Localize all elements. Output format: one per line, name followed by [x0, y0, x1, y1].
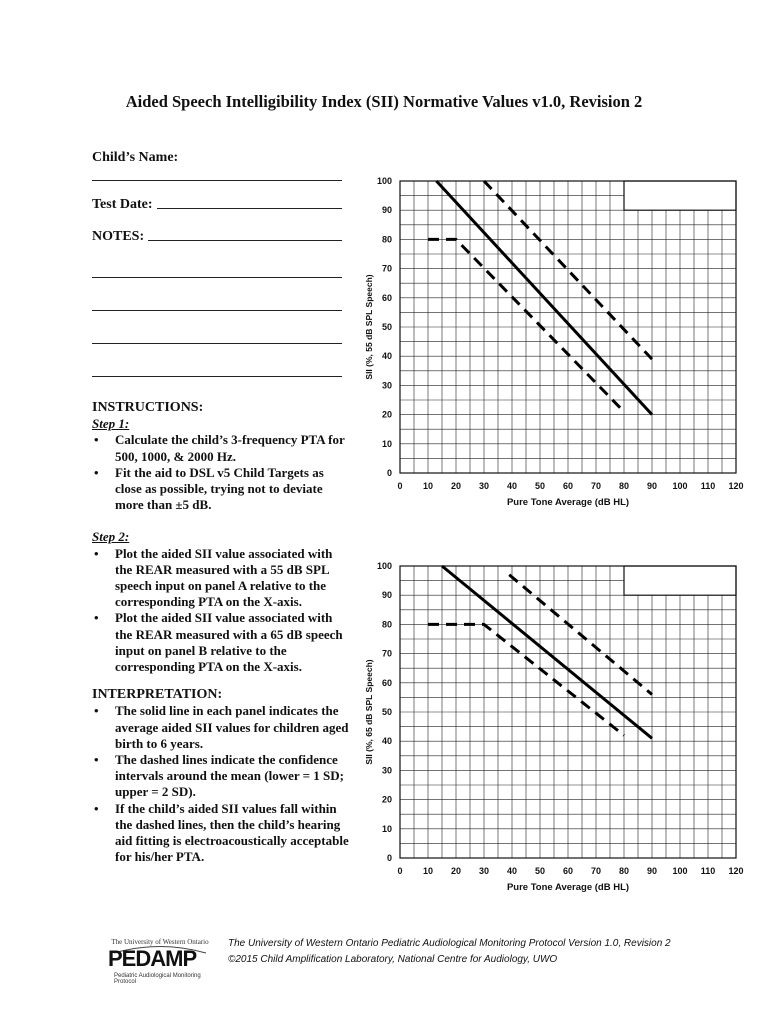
chart-a-ytick-80: 80 [381, 234, 392, 245]
notes-field-line-2[interactable] [92, 277, 342, 278]
chart-b-ytick-30: 30 [381, 765, 392, 776]
chart-panel-a [360, 172, 760, 508]
chart-a-xtick-70: 70 [590, 481, 602, 491]
chart-a-ytick-60: 60 [381, 292, 392, 303]
step2-bullet-1: • Plot the aided SII value associated with the REAR measured with a 55 dB SPL speech input on panel A relative to the corresponding PTA on the X-axis. [92, 546, 352, 611]
step1-bullet-1: • Calculate the child’s 3-frequency PTA for 500, 1000, & 2000 Hz. [92, 432, 352, 464]
chart-a-label-box [624, 181, 736, 210]
chart-a-xtick-30: 30 [478, 481, 490, 491]
notes-field-line-5[interactable] [92, 376, 342, 377]
notes-field-line-3[interactable] [92, 310, 342, 311]
notes-field-line-4[interactable] [92, 343, 342, 344]
interpretation-bullet-1: • The solid line in each panel indicates the average aided SII values for children aged birth to 6 years. [92, 703, 352, 752]
chart-a-ytick-10: 10 [381, 438, 392, 449]
chart-b-series-0 [442, 566, 652, 738]
chart-a-svg [360, 172, 760, 512]
chart-b-xtick-20: 20 [450, 866, 462, 876]
step1-list [92, 432, 352, 513]
logo-subtitle: Pediatric Audiological Monitoring Protocol [114, 973, 201, 985]
chart-a-xtick-0: 0 [397, 481, 403, 491]
chart-panel-b [360, 557, 760, 893]
chart-b-svg [360, 557, 760, 897]
chart-b-ytick-80: 80 [381, 619, 392, 630]
interpretation-bullet-3: • If the child’s aided SII values fall within the dashed lines, then the child’s hearing aid fitting is electroacoustically acceptable for his/her PTA. [92, 801, 352, 866]
chart-b-ytick-60: 60 [381, 677, 392, 688]
step2-bullet-2: • Plot the aided SII value associated with the REAR measured with a 65 dB speech input on panel B relative to the corresponding PTA on the X-axis. [92, 610, 352, 675]
chart-b-xlabel: Pure Tone Average (dB HL) [506, 882, 630, 893]
chart-b-xtick-60: 60 [562, 866, 574, 876]
logo-wordmark: PEDAMP [108, 946, 197, 971]
chart-a-xtick-110: 110 [700, 481, 716, 491]
childs-name-field[interactable] [92, 180, 342, 181]
chart-a-xtick-120: 120 [728, 481, 744, 491]
footer [228, 936, 671, 968]
test-date-field[interactable] [157, 208, 342, 209]
chart-b-xtick-30: 30 [478, 866, 490, 876]
childs-name-label: Child’s Name: [92, 150, 179, 165]
chart-b-ytick-10: 10 [381, 823, 392, 834]
pedamp-logo [108, 938, 210, 985]
page-title: Aided Speech Intelligibility Index (SII) Normative Values v1.0, Revision 2 [125, 92, 643, 111]
notes-label: NOTES: [92, 229, 145, 244]
instructions-section [92, 400, 352, 865]
instructions-heading: INSTRUCTIONS: [92, 400, 204, 415]
chart-a-ytick-50: 50 [381, 322, 392, 332]
chart-a-ytick-0: 0 [386, 468, 392, 478]
interpretation-list [92, 703, 352, 865]
chart-b-xtick-40: 40 [506, 866, 518, 876]
step2-label: Step 2: [92, 529, 130, 545]
interpretation-heading: INTERPRETATION: [92, 687, 223, 703]
chart-a-ytick-100: 100 [376, 176, 392, 186]
chart-b-xtick-90: 90 [646, 866, 658, 876]
chart-a-xlabel: Pure Tone Average (dB HL) [506, 497, 630, 508]
step1-bullet-2: • Fit the aid to DSL v5 Child Targets as close as possible, trying not to deviate more than ±5 dB. [92, 465, 352, 514]
chart-b-ytick-0: 0 [386, 853, 392, 863]
chart-a-xtick-60: 60 [562, 481, 574, 491]
notes-field-line-1[interactable] [148, 240, 342, 241]
chart-a-xtick-90: 90 [646, 481, 658, 491]
chart-a-ytick-30: 30 [381, 380, 392, 391]
chart-a-xtick-100: 100 [672, 481, 688, 491]
footer-line-1: The University of Western Ontario Pediatric Audiological Monitoring Protocol Version 1.0, Revision 2 [228, 938, 671, 949]
chart-a-ytick-70: 70 [381, 263, 392, 274]
logo-university: The University of Western Ontario [111, 938, 209, 946]
chart-b-ytick-100: 100 [376, 561, 392, 571]
chart-a-xtick-50: 50 [534, 481, 546, 491]
chart-b-xtick-50: 50 [534, 866, 546, 876]
chart-b-ytick-20: 20 [381, 794, 392, 805]
chart-a-ylabel: SII (%, 55 dB SPL Speech) [364, 274, 374, 380]
chart-b-xtick-80: 80 [618, 866, 630, 876]
chart-b-xtick-110: 110 [700, 866, 716, 876]
step1-label: Step 1: [92, 416, 130, 432]
child-info-form [92, 148, 342, 377]
chart-b-xtick-100: 100 [672, 866, 688, 876]
interpretation-bullet-2: • The dashed lines indicate the confidence intervals around the mean (lower = 1 SD; upper = 2 SD). [92, 752, 352, 801]
chart-a-ytick-20: 20 [381, 409, 392, 420]
chart-a-ytick-40: 40 [381, 351, 392, 362]
chart-b-ytick-70: 70 [381, 648, 392, 659]
chart-a-xtick-40: 40 [506, 481, 518, 491]
step2-list [92, 546, 352, 676]
chart-b-ytick-50: 50 [381, 707, 392, 717]
chart-a-ytick-90: 90 [381, 205, 392, 216]
chart-a-xtick-20: 20 [450, 481, 462, 491]
chart-b-xtick-70: 70 [590, 866, 602, 876]
footer-line-2: ©2015 Child Amplification Laboratory, National Centre for Audiology, UWO [228, 954, 558, 965]
chart-b-ytick-90: 90 [381, 590, 392, 601]
chart-b-xtick-120: 120 [728, 866, 744, 876]
chart-a-xtick-10: 10 [422, 481, 434, 491]
test-date-label: Test Date: [92, 197, 153, 212]
chart-b-xtick-0: 0 [397, 866, 403, 876]
chart-b-ytick-40: 40 [381, 736, 392, 747]
chart-b-xtick-10: 10 [422, 866, 434, 876]
chart-b-ylabel: SII (%, 65 dB SPL Speech) [364, 659, 374, 765]
chart-b-label-box [624, 566, 736, 595]
chart-a-xtick-80: 80 [618, 481, 630, 491]
